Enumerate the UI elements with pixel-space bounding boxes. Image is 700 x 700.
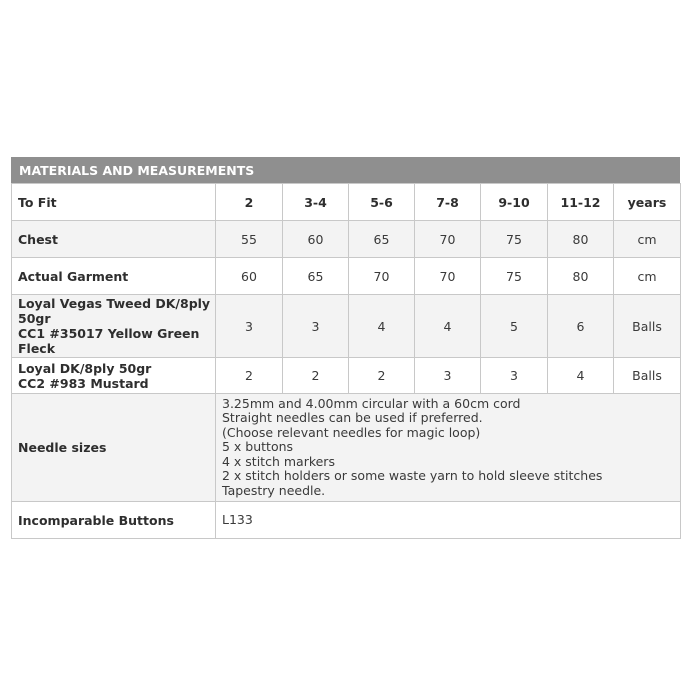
row-label <box>12 221 216 258</box>
table-cell: 65 <box>349 221 415 258</box>
row-label-line: Actual Garment <box>18 268 129 284</box>
table-cell: 60 <box>216 258 283 295</box>
size-header: 11-12 <box>548 184 614 221</box>
table-row <box>12 358 681 394</box>
unit-cell: Balls <box>614 295 681 358</box>
table-cell: 5 <box>481 295 548 358</box>
table-cell: 75 <box>481 258 548 295</box>
table-cell: 80 <box>548 221 614 258</box>
needle-line: Straight needles can be used if preferred. <box>222 410 483 426</box>
table-cell: 80 <box>548 258 614 295</box>
table-cell: 6 <box>548 295 614 358</box>
needle-sizes-label: Needle sizes <box>12 394 216 502</box>
buttons-label: Incomparable Buttons <box>12 502 216 539</box>
table-cell: 3 <box>283 295 349 358</box>
row-label <box>12 295 216 358</box>
needle-sizes-details <box>216 394 681 502</box>
table-cell: 70 <box>349 258 415 295</box>
to-fit-label: To Fit <box>12 184 216 221</box>
table-cell: 4 <box>415 295 481 358</box>
row-label <box>12 258 216 295</box>
table-cell: 3 <box>216 295 283 358</box>
table-cell: 2 <box>216 358 283 394</box>
size-header: 7-8 <box>415 184 481 221</box>
table-cell: 2 <box>283 358 349 394</box>
table-cell: 75 <box>481 221 548 258</box>
row-label-line: Loyal DK/8ply 50gr <box>18 360 152 376</box>
table-cell: 2 <box>349 358 415 394</box>
table-cell: 70 <box>415 258 481 295</box>
table-cell: 4 <box>349 295 415 358</box>
buttons-value: L133 <box>216 502 681 539</box>
table-cell: 70 <box>415 221 481 258</box>
measurements-grid <box>11 183 681 539</box>
needle-line: 2 x stitch holders or some waste yarn to hold sleeve stitches <box>222 468 603 484</box>
size-header: 5-6 <box>349 184 415 221</box>
needle-line: Tapestry needle. <box>222 482 326 498</box>
row-label-line: CC1 #35017 Yellow Green <box>18 326 200 341</box>
needle-line: 4 x stitch markers <box>222 453 335 469</box>
table-row <box>12 258 681 295</box>
needle-line: (Choose relevant needles for magic loop) <box>222 424 481 440</box>
table-row <box>12 221 681 258</box>
row-label-line: Fleck <box>18 341 56 356</box>
table-cell: 3 <box>415 358 481 394</box>
table-header-row <box>12 184 681 221</box>
table-cell: 3 <box>481 358 548 394</box>
row-label <box>12 358 216 394</box>
size-header: 9-10 <box>481 184 548 221</box>
table-cell: 55 <box>216 221 283 258</box>
buttons-row <box>12 502 681 539</box>
size-header: 2 <box>216 184 283 221</box>
table-row <box>12 295 681 358</box>
unit-header: years <box>614 184 681 221</box>
size-header: 3-4 <box>283 184 349 221</box>
unit-cell: cm <box>614 221 681 258</box>
row-label-line: Loyal Vegas Tweed DK/8ply <box>18 296 211 311</box>
table-cell: 60 <box>283 221 349 258</box>
table-cell: 4 <box>548 358 614 394</box>
needle-sizes-row <box>12 394 681 502</box>
table-title: MATERIALS AND MEASUREMENTS <box>11 157 680 183</box>
materials-table <box>11 157 680 539</box>
needle-line: 3.25mm and 4.00mm circular with a 60cm cord <box>222 396 521 412</box>
table-cell: 65 <box>283 258 349 295</box>
unit-cell: Balls <box>614 358 681 394</box>
needle-line: 5 x buttons <box>222 439 294 455</box>
row-label-line: Chest <box>18 231 58 247</box>
unit-cell: cm <box>614 258 681 295</box>
row-label-line: CC2 #983 Mustard <box>18 375 149 391</box>
row-label-line: 50gr <box>18 311 51 326</box>
